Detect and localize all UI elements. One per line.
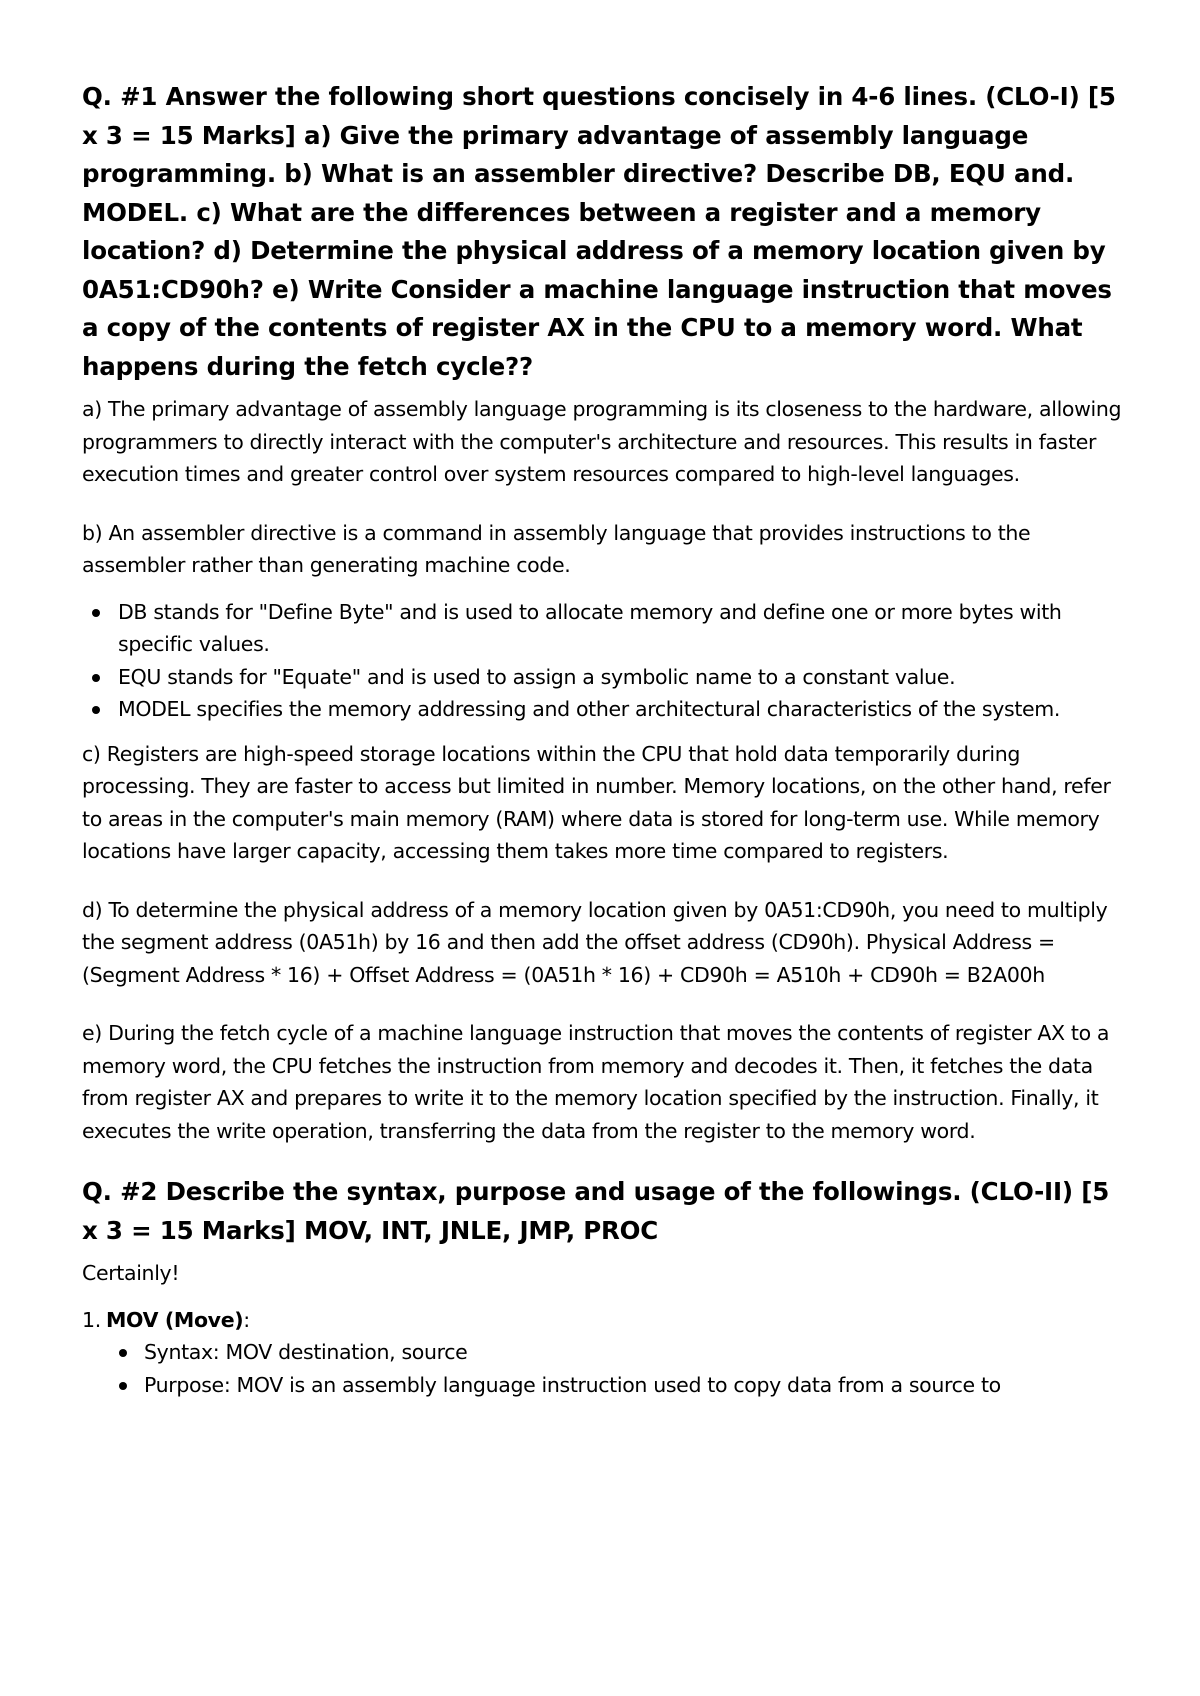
answer-d: d) To determine the physical address of a memory location given by 0A51:CD90h, you need to multiply the segment address (0A51h) by 16 and then add the offset address (CD90h). Physical Address = (Segment Address * 16) + Offset Address = (0A51h * 16) + CD90h = A510h + CD90h = B2A00h <box>82 897 1108 987</box>
item-suffix: : <box>243 1307 250 1332</box>
mov-item <box>82 1304 1132 1337</box>
list-item: EQU stands for "Equate" and is used to assign a symbolic name to a constant value. <box>118 661 1132 694</box>
answer-a: a) The primary advantage of assembly language programming is its closeness to the hardware, allowing programmers to directly interact with the computer's architecture and resources. This results in faster execution times and greater control over system resources compared to high-level languages. <box>82 397 1122 486</box>
mov-points-list <box>82 1336 1132 1401</box>
list-item: MODEL specifies the memory addressing and other architectural characteristics of the system. <box>118 693 1132 726</box>
directives-list <box>82 596 1132 726</box>
intro-text: Certainly! <box>82 1261 180 1285</box>
answer-c: c) Registers are high-speed storage locations within the CPU that hold data temporarily during processing. They are faster to access but limited in number. Memory locations, on the other hand, refer to areas in the computer's main memory (RAM) where data is stored for long-term use. While memory locations have larger capacity, accessing them takes more time compared to registers. <box>82 741 1111 863</box>
list-item: Syntax: MOV destination, source <box>144 1336 1132 1369</box>
document-page <box>82 78 1132 1401</box>
item-number: 1. <box>82 1307 101 1332</box>
list-item: Purpose: MOV is an assembly language instruction used to copy data from a source to <box>144 1369 1132 1402</box>
item-title: MOV (Move) <box>106 1307 244 1332</box>
question-2-heading: Q. #2 Describe the syntax, purpose and usage of the followings. (CLO-II) [5 x 3 = 15 Marks] MOV, INT, JNLE, JMP, PROC <box>82 1177 1110 1245</box>
question-1-heading: Q. #1 Answer the following short questions concisely in 4-6 lines. (CLO-I) [5 x 3 = 15 Marks] a) Give the primary advantage of assembly language programming. b) What is an assembler directive? Describe DB, EQU and. MODEL. c) What are the differences between a register and a memory location? d) Determine the physical address of a memory location given by 0A51:CD90h? e) Write Consider a machine language instruction that moves a copy of the contents of register AX in the CPU to a memory word. What happens during the fetch cycle?? <box>82 82 1116 381</box>
list-item: DB stands for "Define Byte" and is used to allocate memory and define one or more bytes with specific values. <box>118 596 1132 661</box>
answer-b: b) An assembler directive is a command in assembly language that provides instructions to the assembler rather than generating machine code. <box>82 520 1031 577</box>
answer-e: e) During the fetch cycle of a machine language instruction that moves the contents of register AX to a memory word, the CPU fetches the instruction from memory and decodes it. Then, it fetches the data from register AX and prepares to write it to the memory location specified by the instruction. Finally, it executes the write operation, transferring the data from the register to the memory word. <box>82 1021 1110 1143</box>
